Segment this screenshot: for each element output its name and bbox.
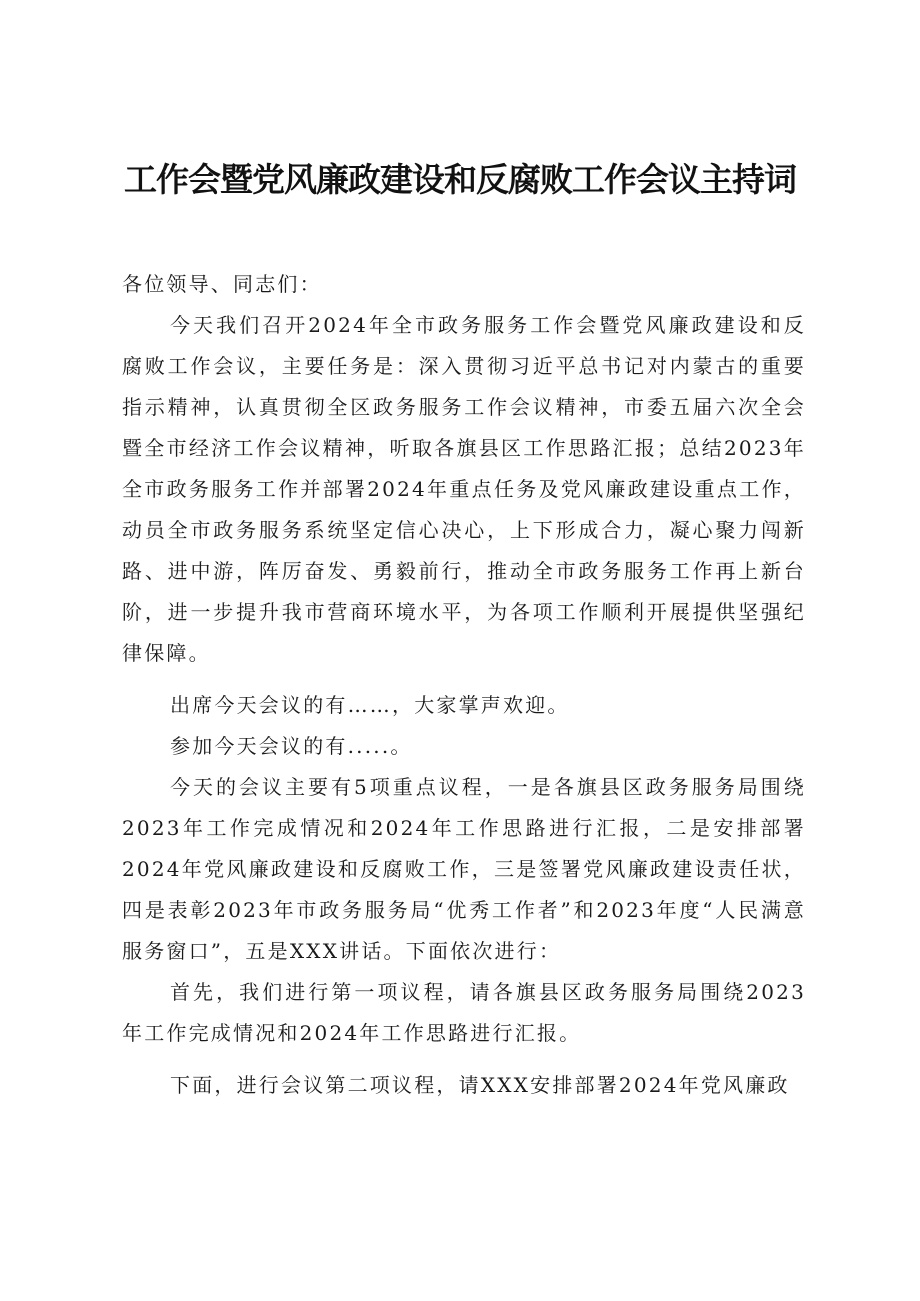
paragraph-attendees-participating: 参加今天会议的有.....。 <box>170 734 413 758</box>
salutation: 各位领导、同志们： <box>122 272 322 296</box>
paragraph-opening: 今天我们召开2024年全市政务服务工作会暨党风廉政建设和反腐败工作会议，主要任务是：深入贯彻习近平总书记对内蒙古的重要指示精神，认真贯彻全区政务服务工作会议精神，市委五届六次全会暨全市经济工作会议精神，听取各旗县区工作思路汇报；总结2023年全市政务服务工作并部署2024年重点任务及党风廉政建设重点工作，动员全市政务服务系统坚定信心决心，上下形成合力，凝心聚力闯新路、进中游，阵厉奋发、勇毅前行，推动全市政务服务工作再上新台阶，进一步提升我市营商环境水平，为各项工作顺利开展提供坚强纪律保障。 <box>122 313 806 665</box>
paragraph-second-item: 下面，进行会议第二项议程，请XXX安排部署2024年党风廉政 <box>170 1073 790 1097</box>
paragraph-agenda: 今天的会议主要有5项重点议程，一是各旗县区政务服务局围绕2023年工作完成情况和2024年工作思路进行汇报，二是安排部署2024年党风廉政建设和反腐败工作，三是签署党风廉政建设责任状，四是表彰2023年市政务服务局“优秀工作者”和2023年度“人民满意服务窗口”，五是XXX讲话。下面依次进行： <box>122 775 806 963</box>
paragraph-attendees-present: 出席今天会议的有……，大家掌声欢迎。 <box>170 693 570 717</box>
document-title: 工作会暨党风廉政建设和反腐败工作会议主持词 <box>124 160 796 199</box>
document-body <box>122 264 806 1106</box>
paragraph-first-item: 首先，我们进行第一项议程，请各旗县区政务服务局围绕2023年工作完成情况和2024年工作思路进行汇报。 <box>122 980 806 1045</box>
